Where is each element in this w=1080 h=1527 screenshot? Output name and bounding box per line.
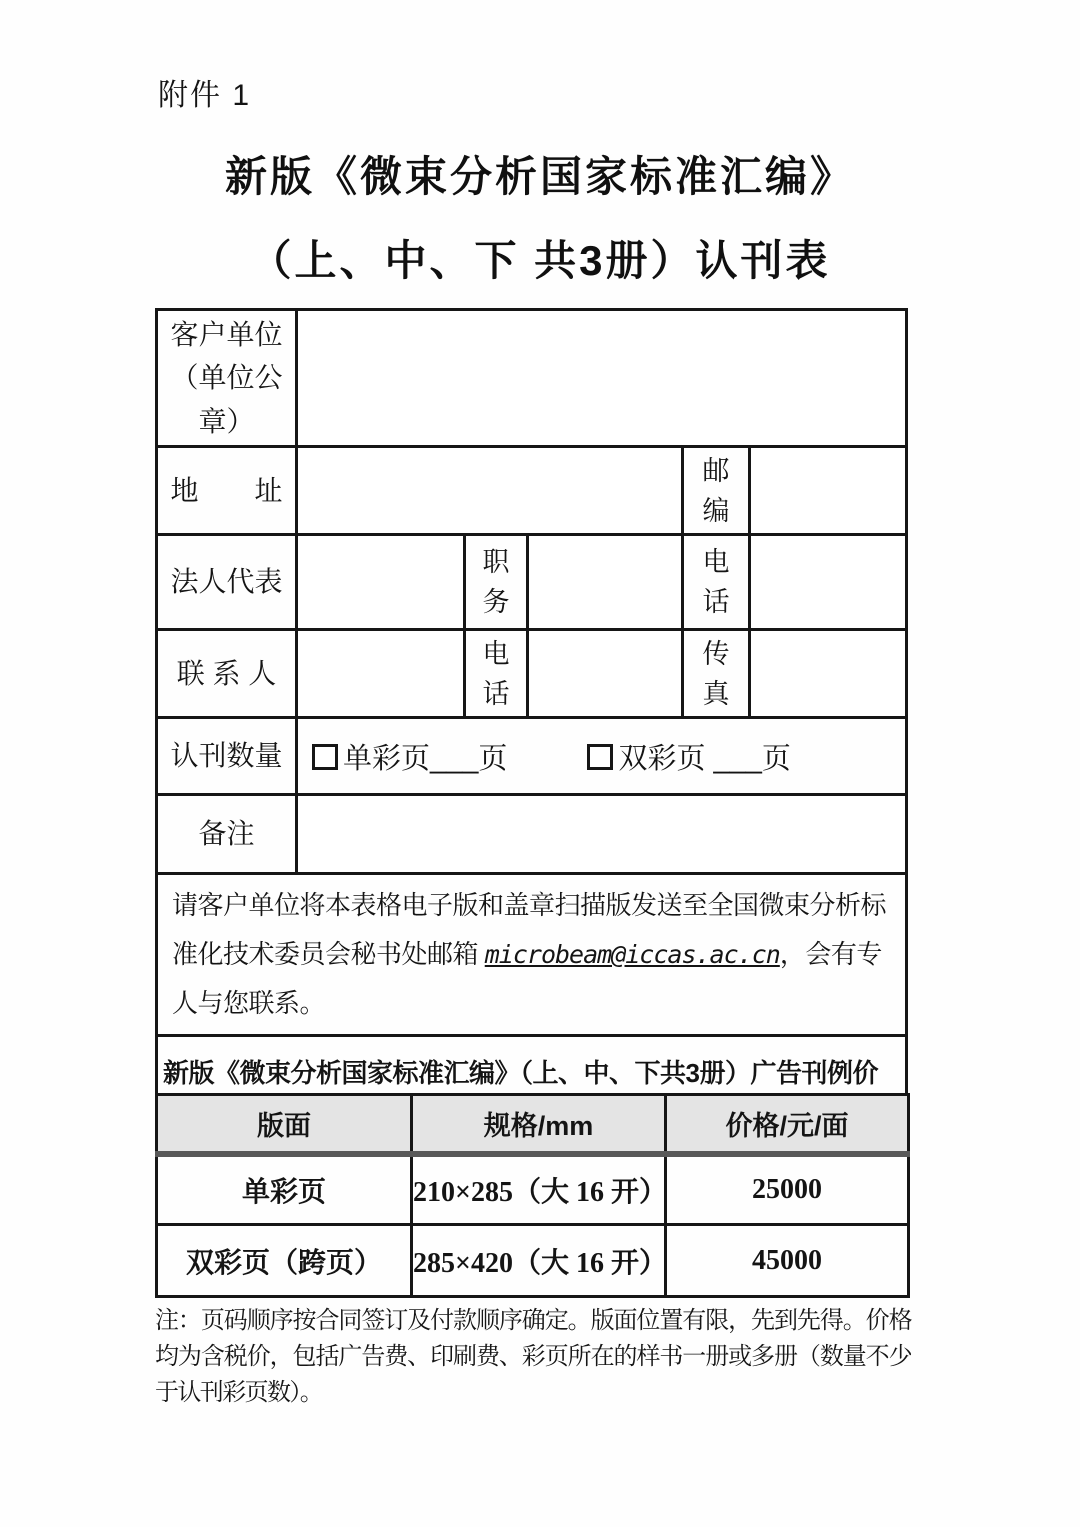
- address-label: 地 址: [157, 447, 297, 535]
- submission-note-row: [157, 874, 907, 1036]
- submission-note-cell: [157, 874, 907, 1036]
- price-table: [155, 1093, 910, 1298]
- column-header-price: 价格/元/面: [666, 1095, 909, 1154]
- legal-phone-label: [683, 535, 750, 630]
- submission-note-after: ，会有专人与您联系。: [172, 939, 882, 1019]
- contact-person-row: [157, 630, 907, 718]
- double-color-page-option-label: 双彩页 ___页: [618, 742, 791, 775]
- email-link[interactable]: microbeam@iccas.ac.cn: [484, 940, 780, 970]
- contact-phone-label: [465, 630, 528, 718]
- legal-phone-label-text: 电话: [702, 547, 730, 618]
- legal-representative-label: 法人代表: [157, 535, 297, 630]
- fax-field[interactable]: [750, 630, 907, 718]
- duty-label-text: 职务: [482, 547, 510, 618]
- client-unit-row: [157, 310, 907, 447]
- cell-price: 45000: [666, 1225, 909, 1297]
- order-form-table: [155, 308, 908, 1108]
- single-color-page-checkbox[interactable]: [312, 744, 338, 770]
- double-color-page-checkbox[interactable]: [587, 744, 613, 770]
- price-table-header-row: [157, 1095, 909, 1154]
- remark-row: [157, 795, 907, 874]
- price-list-heading: 新版《微束分析国家标准汇编》（上、中、下共3册）广告刊例价: [157, 1036, 907, 1107]
- cell-size: 210×285（大 16 开）: [412, 1154, 666, 1225]
- contact-person-label: 联 系 人: [157, 630, 297, 718]
- postcode-label: [683, 447, 750, 535]
- footer-note: 注：页码顺序按合同签订及付款顺序确定。版面位置有限，先到先得。价格均为含税价，包括广告费、印刷费、彩页所在的样书一册或多册（数量不少于认刊彩页数）。: [155, 1307, 911, 1406]
- cell-price: 25000: [666, 1154, 909, 1225]
- postcode-label-text: 邮编: [702, 455, 730, 526]
- attachment-label: 附件 1: [158, 79, 252, 112]
- address-row: [157, 447, 907, 535]
- table-row-double-color-page: [157, 1225, 909, 1297]
- legal-representative-field[interactable]: [297, 535, 465, 630]
- remark-field[interactable]: [297, 795, 907, 874]
- cell-size: 285×420（大 16 开）: [412, 1225, 666, 1297]
- single-color-page-option: [312, 743, 507, 775]
- remark-label: 备注: [157, 795, 297, 874]
- contact-phone-field[interactable]: [528, 630, 683, 718]
- legal-phone-field[interactable]: [750, 535, 907, 630]
- cell-layout: 双彩页（跨页）: [157, 1225, 412, 1297]
- contact-phone-label-text: 电话: [482, 638, 510, 709]
- quantity-row: [157, 718, 907, 795]
- submission-note-before: 请客户单位将本表格电子版和盖章扫描版发送至全国微束分析标准化技术委员会秘书处邮箱: [172, 890, 887, 970]
- duty-label: [465, 535, 528, 630]
- client-unit-field[interactable]: [297, 310, 907, 447]
- fax-label-text: 传真: [702, 638, 730, 709]
- quantity-label: 认刊数量: [157, 718, 297, 795]
- client-unit-label: 客户单位（单位公章）: [157, 310, 297, 447]
- quantity-options-cell: [297, 718, 907, 795]
- single-color-page-option-label: 单彩页___页: [343, 742, 508, 775]
- table-row-single-color-page: [157, 1154, 909, 1225]
- column-header-layout: 版面: [157, 1095, 412, 1154]
- document-title-line1: 新版《微束分析国家标准汇编》: [224, 153, 855, 200]
- column-header-size: 规格/mm: [412, 1095, 666, 1154]
- document-title-line2: （上、中、下 共3册）认刊表: [249, 237, 831, 284]
- legal-representative-row: [157, 535, 907, 630]
- cell-layout: 单彩页: [157, 1154, 412, 1225]
- duty-field[interactable]: [528, 535, 683, 630]
- contact-person-field[interactable]: [297, 630, 465, 718]
- fax-label: [683, 630, 750, 718]
- postcode-field[interactable]: [750, 447, 907, 535]
- address-field[interactable]: [297, 447, 683, 535]
- double-color-page-option: [587, 743, 790, 775]
